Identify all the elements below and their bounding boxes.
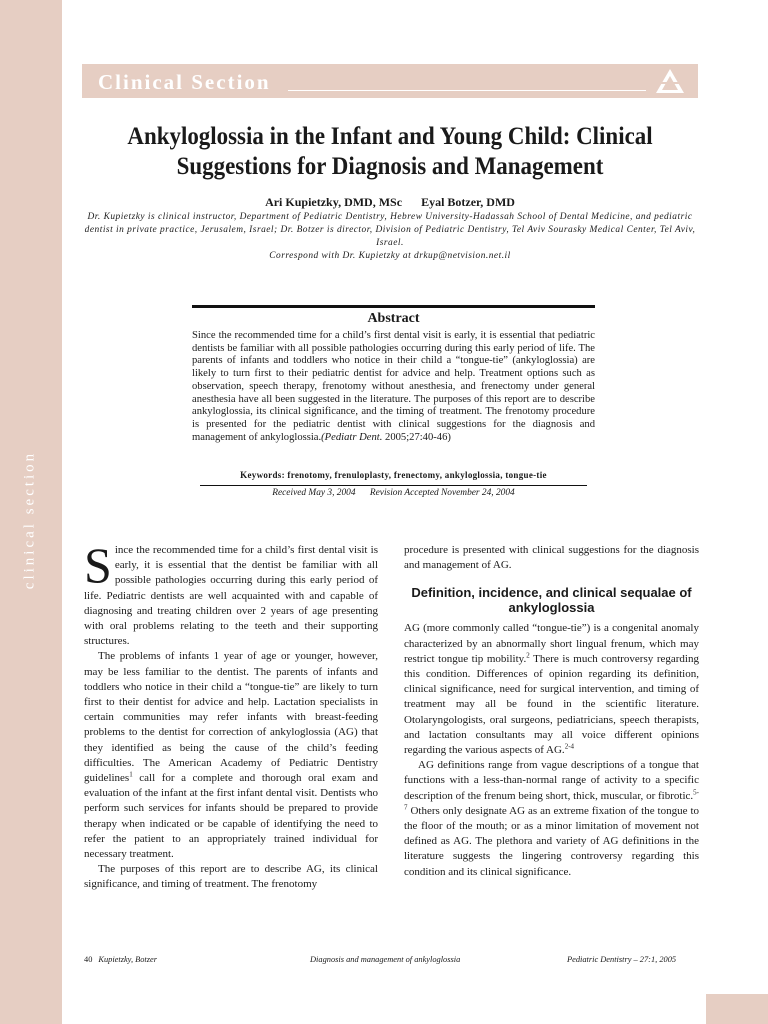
author-2: Eyal Botzer, DMD (421, 195, 515, 209)
abstract-bottom-rule (200, 485, 587, 486)
article-title (113, 121, 667, 181)
author-line (82, 195, 698, 210)
abstract-heading: Abstract (367, 311, 420, 326)
section-paragraph-1-text-b: There is much controversy regarding this condition. Differences of opinion regarding its definition, clinical significance, need for surgical intervention, and timing of treatment may all be found in the scientific literature. Otolaryngologists, oral surgeons, pediatricians, speech therapists, and lactation consultants may all voice different opinions regarding the various aspects of AG. (404, 652, 699, 757)
affiliation-text: Dr. Kupietzky is clinical instructor, Department of Pediatric Dentistry, Hebrew University-Hadassah School of Dental Medicine, and pediatric dentist in private practice, Jerusalem, Israel; Dr. Botzer is director, Division of Pediatric Dentistry, Tel Aviv Sourasky Medical Center, Tel Aviv, Israel. (84, 212, 696, 248)
drop-cap: S (84, 537, 112, 593)
abstract-top-rule (192, 305, 595, 308)
citation-superscript: 1 (129, 770, 133, 779)
footer-authors: Kupietzky, Botzer (98, 955, 157, 964)
page-number: 40 (84, 955, 93, 964)
section-paragraph-2 (404, 758, 699, 880)
citation-superscript: 2 (526, 651, 530, 660)
left-column (84, 537, 378, 893)
abstract-text: Since the recommended time for a child’s first dental visit is early, it is essential that pediatric dentists be familiar with all possible pathologies occurring during this early period of life. The parents of infants and toddlers who notice in their child a “tongue-tie” (ankyloglossia) are likely to turn first to their pediatric dentist for advice and help. Treatment options such as observation, speech therapy, frenotomy without anesthesia, and frenectomy under general anesthesia have all been suggested in the literature. The purposes of this report are to describe ankyloglossia, its clinical significance, and the timing of treatment. The frenotomy procedure is presented for the pediatric dentist with clinical suggestions for the diagnosis and management of ankyloglossia. (192, 330, 595, 443)
journal-logo-icon (654, 67, 686, 95)
correspondence-text: Correspond with Dr. Kupietzky at drkup@netvision.net.il (269, 251, 511, 261)
paragraph-1 (84, 537, 378, 649)
section-paragraph-1 (404, 621, 699, 758)
citation-superscript: 5-7 (404, 787, 699, 812)
citation-superscript: 2-4 (564, 742, 575, 751)
banner-rule (288, 90, 646, 91)
abstract-citation-journal: (Pediatr Dent. (321, 431, 383, 443)
right-column (404, 543, 699, 880)
footer-running-title: Diagnosis and management of ankyloglossia (310, 955, 461, 964)
section-paragraph-1-text-a: AG (more commonly called “tongue-tie”) is a congenital anomaly characterized by an abnormally short lingual frenum, which may restrict tongue tip mobility. (404, 622, 699, 665)
keywords-line: Keywords: frenotomy, frenuloplasty, frenectomy, ankyloglossia, tongue-tie (240, 470, 547, 480)
received-line (192, 488, 595, 498)
paragraph-1-text: ince the recommended time for a child’s first dental visit is early, it is essential that the dentist be familiar with all possible pathologies occurring during this early period of life. Pediatric dentists are well acquainted with and capable of diagnosing and treating children over 2 years of age presenting with oral problems relating to the teeth and their supporting structures. (84, 544, 378, 648)
title-line-1: Ankyloglossia in the Infant and Young Child: Clinical (127, 121, 653, 150)
abstract-body (192, 330, 595, 444)
paragraph-2-text-b: call for a complete and thorough oral exam and evaluation of the infant at the first infant dental visit. Dentists who perform such services for infants should be prepared to provide therapy when indicated or be capable of identifying the need to refer the patient to an appropriately trained individual for necessary treatment. (84, 772, 378, 861)
section-title: Clinical Section (98, 70, 271, 94)
section-heading: Definition, incidence, and clinical sequalae of ankyloglossia (411, 585, 692, 616)
section-banner (82, 64, 698, 98)
author-1: Ari Kupietzky, DMD, MSc (265, 195, 403, 209)
affiliation-block (84, 211, 696, 263)
paragraph-2-text-a: The problems of infants 1 year of age or younger, however, may be less familiar to the dentist. The parents of infants and toddlers who notice in their child a “tongue-tie” are likely to turn first to their dentist for advice and help. Lactation specialists in certain communities may refer infants with breast-feeding problems to the dentist for correction of ankyloglossia (AG) that they identified as being the cause of the child’s feeding difficulties. The American Academy of Pediatric Dentistry guidelines (84, 650, 378, 785)
paragraph-2 (84, 649, 378, 862)
footer-left (84, 955, 163, 964)
sidebar-section-label: clinical section (21, 450, 38, 590)
section-paragraph-2-text-b: Others only designate AG as an extreme fixation of the tongue to the floor of the mouth; or as a minor limitation of movement not defined as AG. The plethora and variety of AG definitions in the literature suggests the lingering controversy regarding this condition and its clinical significance. (404, 804, 699, 878)
footer-journal: Pediatric Dentistry – 27:1, 2005 (567, 955, 677, 964)
corner-block (706, 994, 768, 1024)
title-line-2: Suggestions for Diagnosis and Management (176, 151, 604, 180)
paragraph-3: The purposes of this report are to describe AG, its clinical significance, and timing of treatment. The frenotomy (84, 863, 378, 891)
accepted-date: Revision Accepted November 24, 2004 (369, 488, 515, 498)
abstract-citation-detail: 2005;27:40-46) (385, 431, 451, 443)
section-paragraph-2-text-a: AG definitions range from vague descriptions of a tongue that functions with a less-than-normal range of activity to a specific description of the frenum being short, thick, muscular, or fibrotic. (404, 759, 699, 802)
side-band (0, 0, 62, 1024)
received-date: Received May 3, 2004 (272, 488, 356, 498)
paragraph-3-continued: procedure is presented with clinical suggestions for the diagnosis and management of AG. (404, 544, 699, 572)
